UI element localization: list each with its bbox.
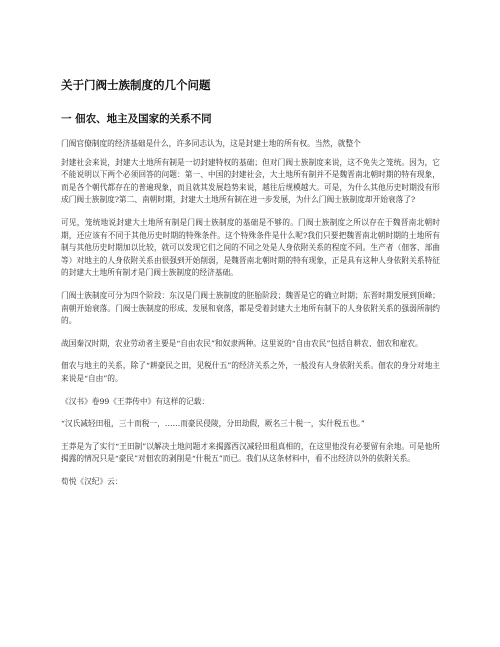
paragraph: 门阀官僚制度的经济基础是什么，许多同志认为，这是封建土地的所有权。当然，就整个 <box>61 139 361 148</box>
paragraph: 可见，笼统地说封建大土地所有制是门阀士族制度的基础是不够的。门阀士族制度之所以存在于魏晋南北朝时期，还应该有不同于其他历史时期的特殊条件。这个特殊条件是什么呢?我们只要把魏晋南北朝时期的土地所有制与其他历史时期加以比较，就可以发现它们之间的不同之处是人身依附关系的程度不同。生产者（佃客、部曲等）对地主的人身依附关系由很强到开始削弱，是魏晋南北朝时期的特有现象，正是具有这种人身依附关系特征的封建大土地所有制才是门阀士族制度的经济基础。 <box>61 217 440 278</box>
paragraph: 佃农与地主的关系，除了“耕豪民之田，见税什五”的经济关系之外，一般没有人身依附关系。佃农的身分对地主来说是“自由”的。 <box>61 361 440 383</box>
paragraph: 《汉书》卷99《王莽传中》有这样的记载： <box>61 396 210 406</box>
quotation: “汉氏减轻田租，三十而税一，……而豪民侵陵，分田劫假，厥名三十税一，实什税五也。” <box>61 419 365 429</box>
document-title: 关于门阀士族制度的几个问题 <box>61 78 211 92</box>
section-heading: 一 佃农、地主及国家的关系不同 <box>61 113 212 125</box>
paragraph: 门阀士族制度可分为四个阶段：东汉是门阀士族制度的胚胎阶段；魏晋是它的确立时期；东晋时期发展到顶峰；南朝开始衰落。门阀士族制度的形成、发展和衰落，都是受着封建大土地所有制下的人身依附关系的强弱所制约的。 <box>61 290 440 326</box>
paragraph: 王莽是为了实行“王田制”以解决土地问题才来揭露西汉减轻田租真相的，在这里他没有必要留有余地。可是他所揭露的情况只是“豪民”对佃农的剥削是“什税五”而已。我们从这条材料中，看不出经济以外的依附关系。 <box>61 441 440 464</box>
paragraph: 封建社会来说，封建大土地所有制是一切封建特权的基础；但对门阀士族制度来说，这不免失之笼统。因为，它不能说明以下两个必须回答的问题：第一、中国的封建社会，大土地所有制并不是魏晋南北朝时期的特有现象，而是各个朝代都存在的普遍现象，而且就其发展趋势来说，越往后规模越大。可是，为什么其他历史时期没有形成门阀士族制度?第二、南朝时期，封建大土地所有制在进一步发展，为什么门阀士族制度却开始衰落了? <box>61 157 440 205</box>
paragraph: 荀悦《汉纪》云： <box>61 476 123 486</box>
paragraph: 战国秦汉时期，农业劳动者主要是“自由农民”和奴隶两种。这里说的“自由农民”包括自耕农、佃农和雇农。 <box>61 338 423 348</box>
